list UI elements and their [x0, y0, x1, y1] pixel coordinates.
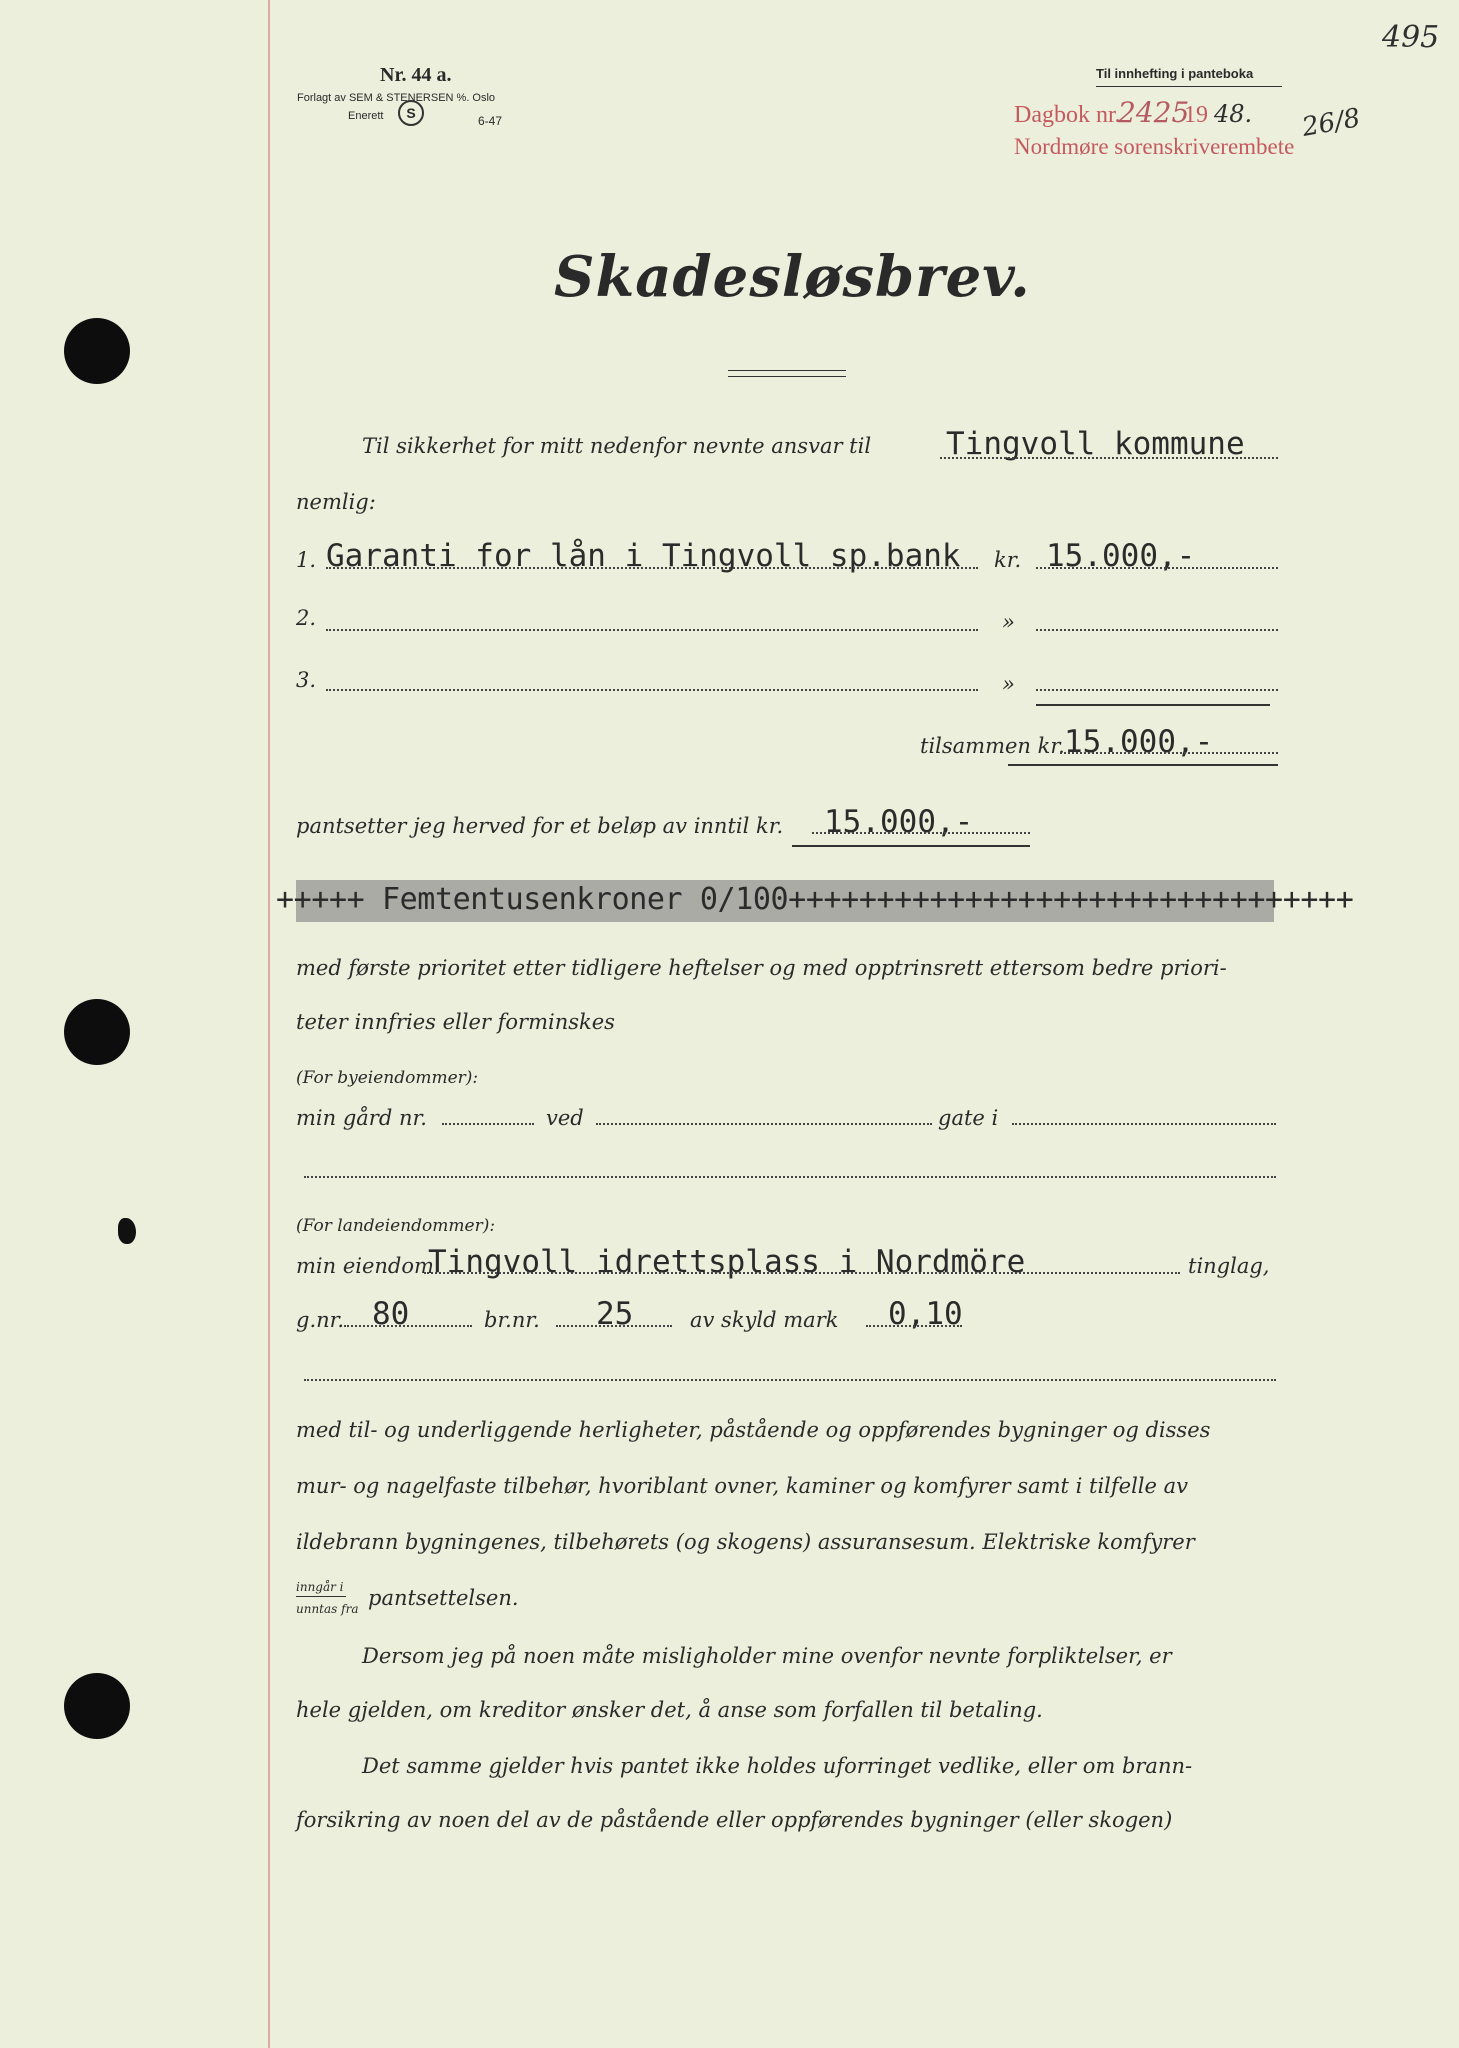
document-title: Skadesløsbrev.	[554, 244, 1031, 310]
item-1-prefix: kr.	[994, 548, 1022, 572]
unntas-option: unntas fra	[296, 1602, 359, 1616]
item-2-desc-line	[326, 629, 978, 631]
item-1-amount: 15.000,-	[1046, 538, 1196, 574]
item-3-amount-line	[1036, 689, 1278, 691]
skyld-label: av skyld mark	[690, 1308, 839, 1332]
urban-heading: (For byeiendommer):	[296, 1068, 479, 1088]
brnr-line	[556, 1325, 672, 1327]
item-2-number: 2.	[296, 606, 317, 630]
pledge-amount: 15.000,-	[824, 804, 974, 840]
rights-label: Enerett	[348, 110, 384, 122]
creditor: Tingvoll kommune	[946, 426, 1245, 462]
nemlig-label: nemlig:	[296, 490, 376, 514]
total-label: tilsammen kr.	[920, 734, 1065, 758]
binding-note: Til innhefting i panteboka	[1096, 66, 1254, 81]
dagbok-year: 48.	[1214, 100, 1253, 128]
tinglag-label: tinglag,	[1188, 1254, 1270, 1278]
priority-line-1: med første prioritet etter tidligere heftelser og med opptrinsrett ettersom bedre priori-	[296, 956, 1227, 980]
item-1-number: 1.	[296, 548, 317, 572]
total-line	[1060, 752, 1278, 754]
item-1-description: Garanti for lån i Tingvoll sp.bank	[326, 538, 961, 574]
paragraph2-line1: Dersom jeg på noen måte misligholder mine ovenfor nevnte forpliktelser, er	[362, 1644, 1172, 1668]
page-number: 495	[1382, 20, 1440, 55]
gnr-value: 80	[372, 1296, 410, 1332]
item-3-desc-line	[326, 689, 978, 691]
priority-line-2: teter innfries eller forminskes	[296, 1010, 615, 1034]
creditor-line	[940, 457, 1278, 459]
pledge-label: pantsetter jeg herved for et beløp av inntil kr.	[296, 814, 784, 838]
paragraph1-line3: ildebrann bygningenes, tilbehørets (og skogens) assuransesum. Elektriske komfyrer	[296, 1530, 1195, 1554]
item-3-prefix: »	[1002, 672, 1015, 696]
urban-extra-line	[304, 1176, 1276, 1178]
inngar-divider	[296, 1596, 346, 1597]
stamp-line1: Dagbok nr.	[1014, 102, 1121, 128]
ink-mark	[118, 1218, 136, 1244]
eiendom-value: Tingvoll idrettsplass i Nordmöre	[428, 1244, 1026, 1280]
rural-extra-line	[304, 1379, 1276, 1381]
title-rule-1	[728, 370, 846, 371]
brnr-label: br.nr.	[484, 1308, 540, 1332]
item-2-prefix: »	[1002, 610, 1015, 634]
gnr-label: g.nr.	[296, 1308, 345, 1332]
item-1-amount-line	[1036, 567, 1278, 569]
paragraph1-line2: mur- og nagelfaste tilbehør, hvoriblant ovner, kaminer og komfyrer samt i tilfelle av	[296, 1474, 1188, 1498]
publisher-logo: S	[398, 100, 424, 126]
item-3-number: 3.	[296, 668, 317, 692]
dagbok-date: 26/8	[1299, 103, 1363, 143]
publisher-line: Forlagt av SEM & STENERSEN %. Oslo	[297, 92, 496, 104]
stamp-line2: Nordmøre sorenskriverembete	[1014, 134, 1295, 159]
eiendom-line	[424, 1272, 1180, 1274]
edition: 6-47	[478, 114, 503, 128]
punch-hole-bottom	[64, 1673, 130, 1739]
ved-label: ved	[546, 1106, 584, 1130]
inngar-option: inngår i	[296, 1580, 344, 1594]
items-total-rule	[1036, 704, 1270, 706]
gard-label: min gård nr.	[296, 1106, 427, 1130]
total-underline	[1008, 764, 1278, 766]
paragraph3-line2: forsikring av noen del av de påstående eller oppførendes bygninger (eller skogen)	[296, 1808, 1173, 1832]
punch-hole-middle	[64, 999, 130, 1065]
item-2-amount-line	[1036, 629, 1278, 631]
stamp-year-prefix: 19	[1184, 102, 1208, 128]
paragraph2-line2: hele gjelden, om kreditor ønsker det, å anse som forfallen til betaling.	[296, 1698, 1043, 1722]
margin-line	[268, 0, 270, 2048]
gard-line	[442, 1123, 534, 1125]
eiendom-label: min eiendom	[296, 1254, 434, 1278]
gate-label: gate i	[938, 1106, 999, 1130]
paragraph1-line1: med til- og underliggende herligheter, påstående og oppførendes bygninger og disses	[296, 1418, 1211, 1442]
dagbok-number: 2425	[1118, 96, 1190, 129]
binding-underline	[1096, 86, 1282, 87]
paragraph3-line1: Det samme gjelder hvis pantet ikke holdes uforringet vedlike, eller om brann-	[362, 1754, 1193, 1778]
rural-heading: (For landeiendommer):	[296, 1216, 496, 1236]
skyld-value: 0,10	[888, 1296, 963, 1332]
punch-hole-top	[64, 318, 130, 384]
skyld-line	[866, 1325, 962, 1327]
ved-line	[596, 1123, 932, 1125]
pledge-underline	[792, 845, 1030, 847]
gnr-line	[344, 1325, 472, 1327]
total-amount: 15.000,-	[1064, 724, 1214, 760]
intro-text: Til sikkerhet for mitt nedenfor nevnte ansvar til	[362, 434, 872, 458]
brnr-value: 25	[596, 1296, 634, 1332]
amount-in-words: +++++ Femtentusenkroner 0/100++++++++++++++++++++++++++++++++	[276, 882, 1354, 917]
item-1-desc-line	[326, 567, 978, 569]
pledge-line	[812, 832, 1030, 834]
gate-line	[1012, 1123, 1276, 1125]
form-number: Nr. 44 a.	[380, 64, 452, 86]
title-rule-2	[728, 376, 846, 377]
pantsettelsen-label: pantsettelsen.	[368, 1586, 519, 1610]
